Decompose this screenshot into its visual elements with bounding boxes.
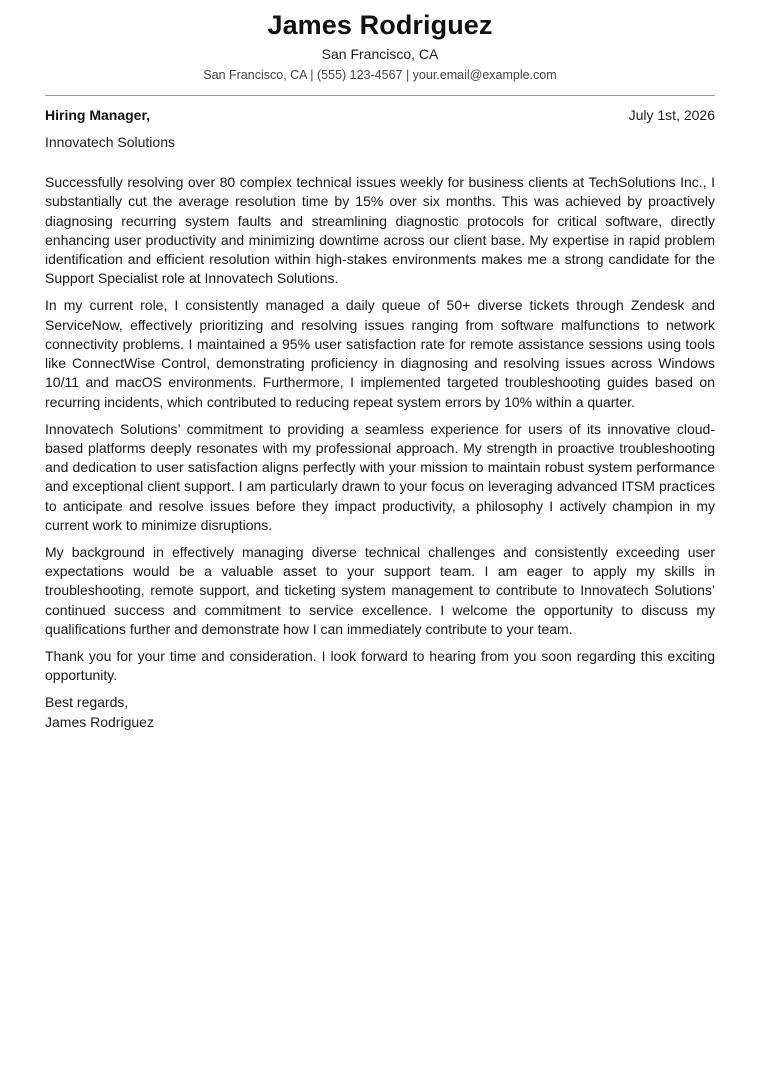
applicant-name: James Rodriguez <box>267 10 493 40</box>
closing-phrase: Best regards, <box>45 694 129 711</box>
recipient-company: Innovatech Solutions <box>45 134 175 150</box>
body-paragraph-4: My background in effectively managing diverse technical challenges and consistently exceeding user expectations would be a valuable asset to your support team. I am eager to apply my skills in troubleshooting, remote support, and ticketing system management to contribute to Innovatech Solutions’ continued success and commitment to service excellence. I welcome the opportunity to discuss my qualifications further and demonstrate how I can immediately contribute to your team. <box>45 543 715 638</box>
letter-closing <box>45 693 715 732</box>
signature-name: James Rodriguez <box>45 713 154 730</box>
body-paragraph-1: Successfully resolving over 80 complex technical issues weekly for business clients at TechSolutions Inc., I substantially cut the average resolution time by 15% over six months. This was achieved by proactively diagnosing recurring system faults and streamlining diagnostic protocols for critical software, directly enhancing user productivity and minimizing downtime across our client base. My expertise in rapid problem identification and efficient resolution within high-stakes environments makes me a strong candidate for the Support Specialist role at Innovatech Solutions. <box>45 174 715 287</box>
applicant-contact-line: San Francisco, CA | (555) 123-4567 | your.email@example.com <box>203 68 557 82</box>
body-paragraph-2: In my current role, I consistently managed a daily queue of 50+ diverse tickets through Zendesk and ServiceNow, effectively prioritizing and resolving issues ranging from software malfunctions to network connectivity problems. I maintained a 95% user satisfaction rate for remote assistance sessions using tools like ConnectWise Control, demonstrating proficiency in diagnosing and resolving issues across Windows 10/11 and macOS environments. Furthermore, I implemented targeted troubleshooting guides based on recurring incidents, which contributed to reducing repeat system errors by 10% within a quarter. <box>45 297 715 410</box>
applicant-location: San Francisco, CA <box>321 46 439 62</box>
header-divider <box>45 95 715 96</box>
body-paragraph-3: Innovatech Solutions’ commitment to providing a seamless experience for users of its innovative cloud-based platforms deeply resonates with my professional approach. My strength in proactive troubleshooting and dedication to user satisfaction aligns perfectly with your mission to maintain robust system performance and exceptional client support. I am particularly drawn to your focus on leveraging advanced ITSM practices to anticipate and resolve issues before they impact productivity, a philosophy I actively champion in my current work to minimize disruptions. <box>45 420 715 534</box>
body-paragraph-5: Thank you for your time and consideration. I look forward to hearing from you soon regarding this exciting opportunity. <box>45 647 715 684</box>
letter-body <box>45 173 715 685</box>
letter-date: July 1st, 2026 <box>628 107 715 123</box>
recipient-date-row <box>45 105 715 125</box>
letter-header <box>45 0 715 84</box>
recipient-salutation: Hiring Manager, <box>45 107 151 123</box>
